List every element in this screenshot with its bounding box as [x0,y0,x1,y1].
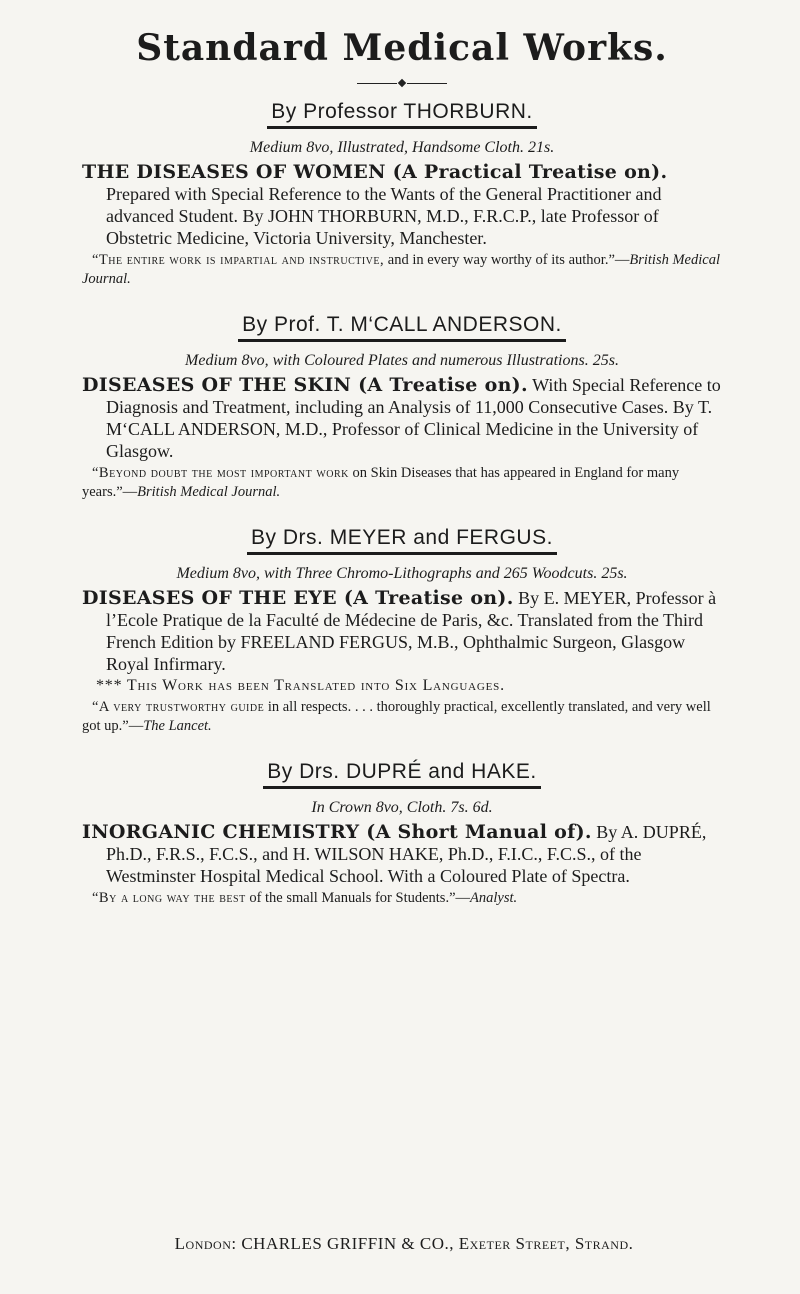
ornament-divider [82,76,722,90]
book-entry-meyer-fergus [82,526,722,736]
book-entry-dupre-hake [82,760,722,908]
translation-notice: *** This Work has been Translated into Six Languages. [96,677,505,694]
author-heading: By Professor THORBURN. [82,100,722,129]
book-description: DISEASES OF THE EYE (A Treatise on). By E. MEYER, Professor à l’Ecole Pratique de la Faculté de Médecine de Paris, &c. Translated from the Third French Edition by FREELAND FERGUS, M.B., Ophthalmic Surgeon, Glasgow Royal Infirmary. [82,587,717,674]
review-quote: “By a long way the best of the small Manuals for Students.”—Analyst. [92,890,518,906]
author-heading: By Drs. MEYER and FERGUS. [82,526,722,555]
book-title: INORGANIC CHEMISTRY (A Short Manual of). [82,821,592,843]
book-title: THE DISEASES OF WOMEN (A Practical Treatise on). [82,161,668,183]
book-description: THE DISEASES OF WOMEN (A Practical Treatise on). Prepared with Special Reference to the Wants of the General Practitioner and advanced Student. By JOHN THORBURN, M.D., F.R.C.P., late Professor of Obstetric Medicine, Victoria University, Manchester. [82,161,668,248]
review-quote: “A very trustworthy guide in all respects. . . . thoroughly practical, excellently translated, and very well got up.”—The Lancet. [82,699,711,734]
book-format: Medium 8vo, with Coloured Plates and numerous Illustrations. 25s. [185,352,619,369]
review-quote: “Beyond doubt the most important work on Skin Diseases that has appeared in England for many years.”—British Medical Journal. [82,465,680,500]
book-title: DISEASES OF THE SKIN (A Treatise on). [82,374,528,396]
review-quote: “The entire work is impartial and instructive, and in every way worthy of its author.”—British Medical Journal. [82,252,720,287]
advertisement-page [82,28,722,908]
book-entry-thorburn [82,100,722,289]
book-description: DISEASES OF THE SKIN (A Treatise on). With Special Reference to Diagnosis and Treatment, including an Analysis of 11,000 Consecutive Cases. By T. M‘CALL ANDERSON, M.D., Professor of Clinical Medicine in the University of Glasgow. [82,374,721,461]
book-format: In Crown 8vo, Cloth. 7s. 6d. [311,799,493,816]
author-heading: By Drs. DUPRÉ and HAKE. [82,760,722,789]
book-format: Medium 8vo, with Three Chromo-Lithographs and 265 Woodcuts. 25s. [176,565,628,582]
book-entry-anderson [82,313,722,502]
book-title: DISEASES OF THE EYE (A Treatise on). [82,587,514,609]
book-format: Medium 8vo, Illustrated, Handsome Cloth. 21s. [249,139,555,156]
book-description: INORGANIC CHEMISTRY (A Short Manual of). By A. DUPRÉ, Ph.D., F.R.S., F.C.S., and H. WILSON HAKE, Ph.D., F.I.C., F.C.S., of the Westminster Hospital Medical School. With a Coloured Plate of Spectra. [82,821,707,886]
author-heading: By Prof. T. M‘CALL ANDERSON. [82,313,722,342]
masthead-title: Standard Medical Works. [136,27,668,69]
publisher-footer: London: CHARLES GRIFFIN & CO., Exeter Street, Strand. [174,1234,634,1253]
